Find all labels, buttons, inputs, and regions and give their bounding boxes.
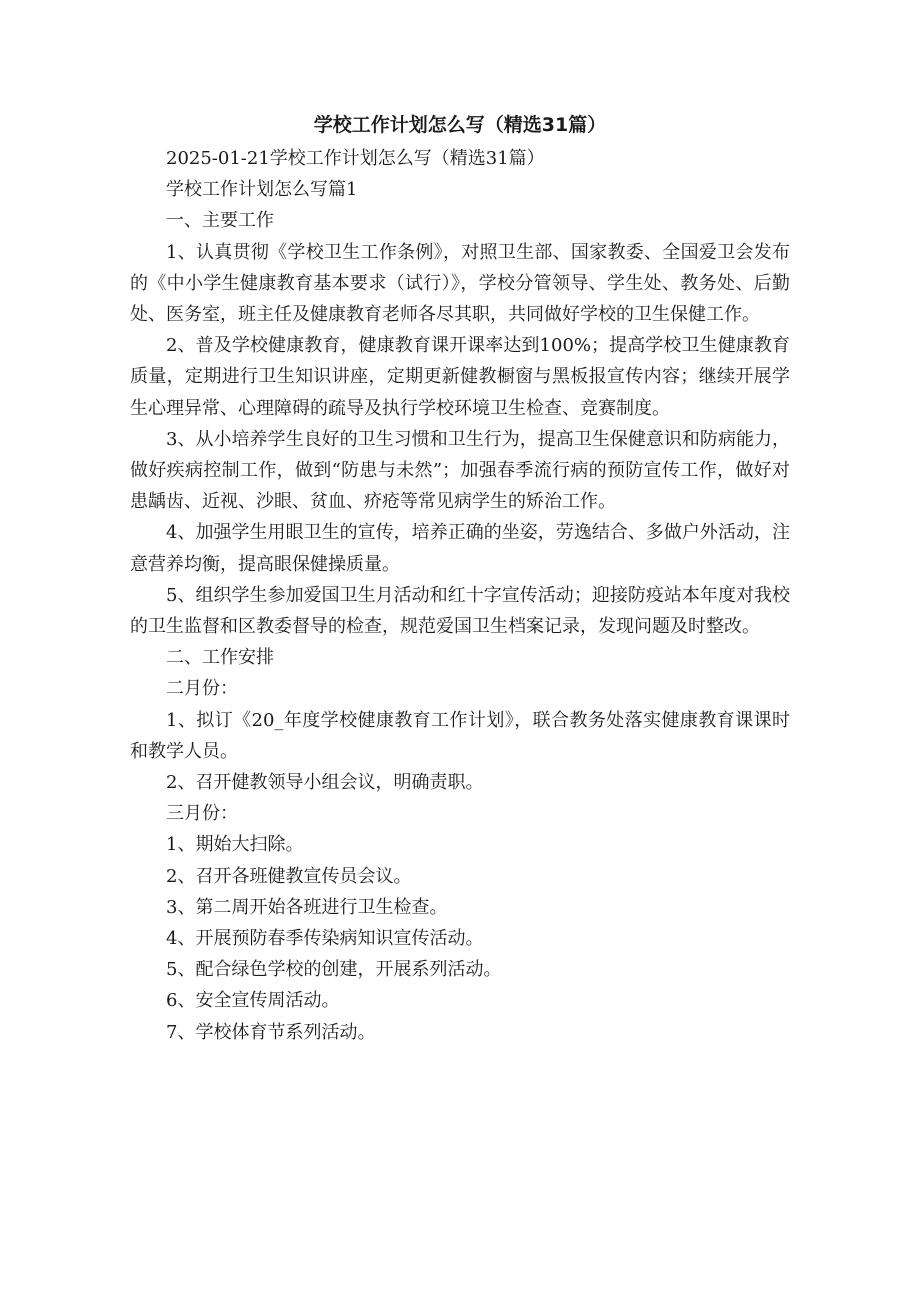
paragraph-mar-item-2: 2、召开各班健教宣传员会议。 [166,865,412,887]
paragraph-item-4: 4、加强学生用眼卫生的宣传，培养正确的坐姿，劳逸结合、多做户外活动，注意营养均衡，提高眼保健操质量。 [130,522,790,575]
paragraph-heading-schedule: 二、工作安排 [166,647,274,669]
paragraph-feb-item-2: 2、召开健教领导小组会议，明确责职。 [166,772,484,794]
paragraph-item-3: 3、从小培养学生良好的卫生习惯和卫生行为，提高卫生保健意识和防病能力，做好疾病控制工作，做到“防患与未然”；加强春季流行病的预防宣传工作，做好对患龋齿、近视、沙眼、贫血、疥疮等常见病学生的矫治工作。 [130,428,790,513]
paragraph-heading-main-work: 一、主要工作 [166,210,274,232]
paragraph-mar-item-7: 7、学校体育节系列活动。 [166,1021,376,1043]
paragraph-month-mar: 三月份： [166,803,238,825]
paragraph-item-1: 1、认真贯彻《学校卫生工作条例》，对照卫生部、国家教委、全国爱卫会发布的《中小学生健康教育基本要求（试行）》，学校分管领导、学生处、教务处、后勤处、医务室，班主任及健康教育老师各尽其职，共同做好学校的卫生保健工作。 [130,241,790,326]
document-body [130,143,790,1048]
paragraph-mar-item-4: 4、开展预防春季传染病知识宣传活动。 [166,928,484,950]
paragraph-mar-item-1: 1、期始大扫除。 [166,834,304,856]
paragraph-item-5: 5、组织学生参加爱国卫生月活动和红十字宣传活动；迎接防疫站本年度对我校的卫生监督和区教委督导的检查，规范爱国卫生档案记录，发现问题及时整改。 [130,584,790,638]
paragraph-item-2: 2、普及学校健康教育，健康教育课开课率达到100%；提高学校卫生健康教育质量，定期进行卫生知识讲座，定期更新健教橱窗与黑板报宣传内容；继续开展学生心理异常、心理障碍的疏导及执行学校环境卫生检查、竞赛制度。 [130,335,790,419]
paragraph-mar-item-3: 3、第二周开始各班进行卫生检查。 [166,896,448,918]
paragraph-feb-item-1: 1、拟订《20_年度学校健康教育工作计划》，联合教务处落实健康教育课课时和教学人员。 [130,709,790,762]
paragraph-mar-item-5: 5、配合绿色学校的创建，开展系列活动。 [166,959,502,981]
paragraph-mar-item-6: 6、安全宣传周活动。 [166,990,340,1012]
paragraph-month-feb: 二月份： [166,678,238,700]
paragraph-section-heading: 学校工作计划怎么写篇1 [166,179,358,201]
document-title: 学校工作计划怎么写（精选31篇） [313,114,607,136]
paragraph-date-line: 2025-01-21学校工作计划怎么写（精选31篇） [166,148,545,169]
